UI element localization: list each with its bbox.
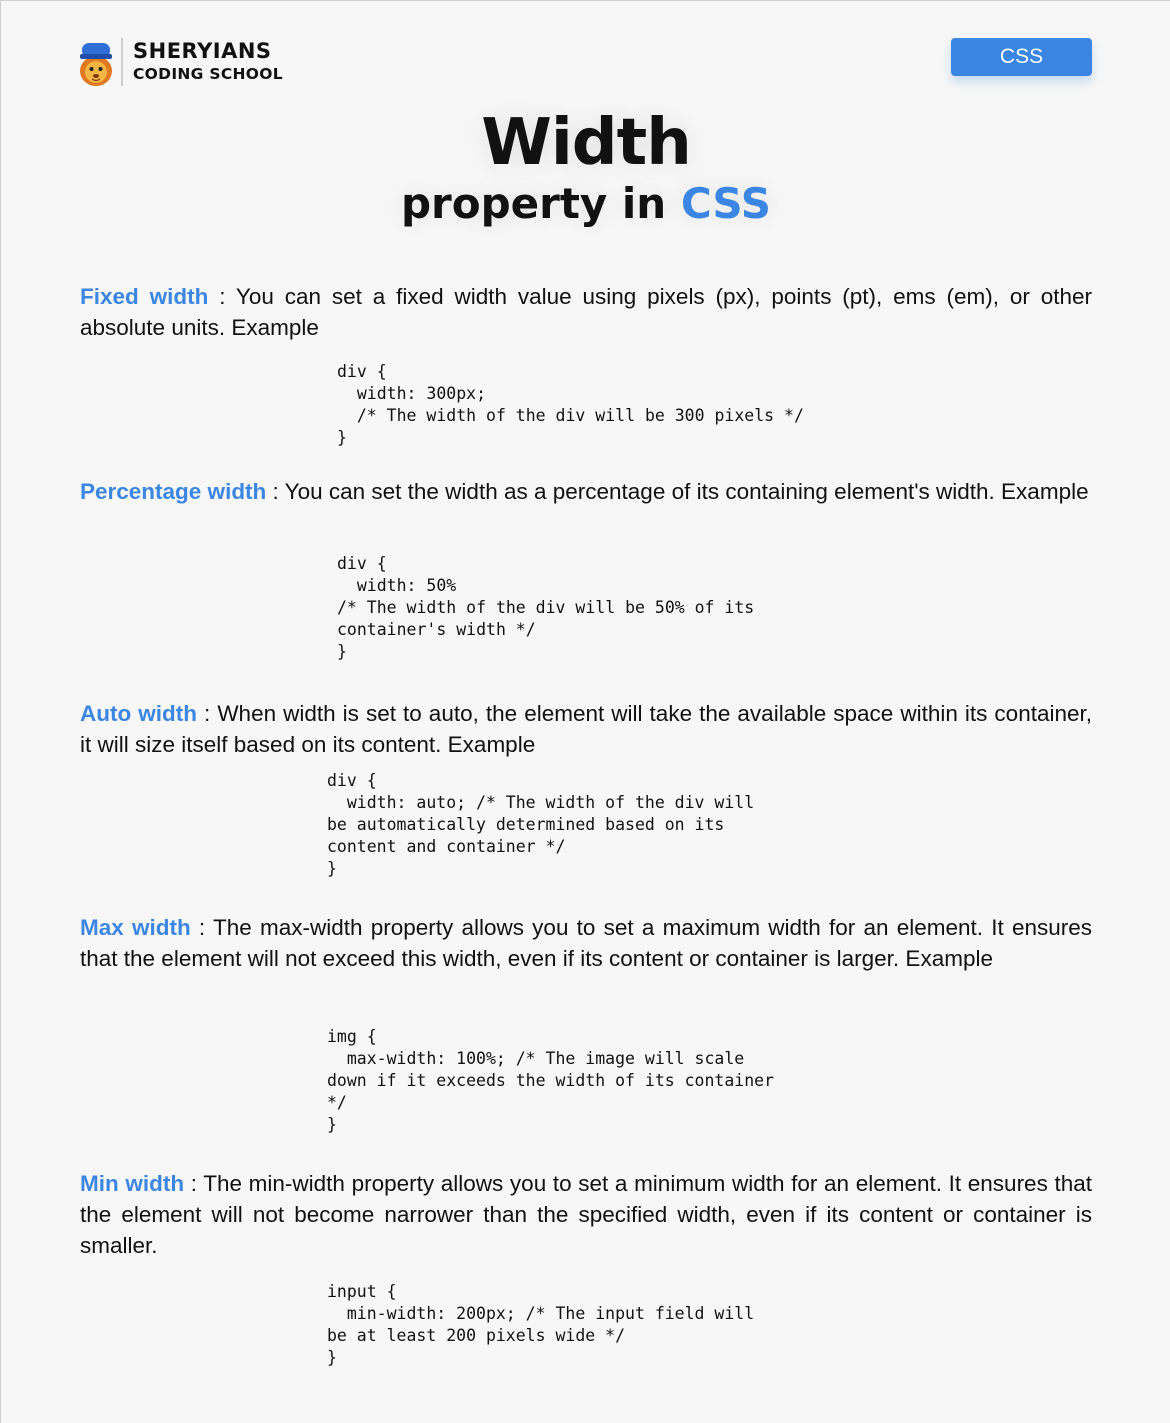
section-term: Fixed width — [80, 284, 209, 309]
code-block-fixed-width: div { width: 300px; /* The width of the div will be 300 pixels */ } — [337, 362, 804, 447]
section-term: Percentage width — [80, 479, 267, 504]
section-min-width — [80, 1168, 1092, 1261]
brand-name: SHERYIANS — [133, 39, 272, 64]
code-block-min-width: input { min-width: 200px; /* The input field will be at least 200 pixels wide */ } — [327, 1282, 755, 1367]
page-title — [1, 106, 1170, 228]
title-main: Width — [481, 106, 691, 180]
brand-text — [133, 41, 283, 83]
brand-logo — [79, 37, 283, 87]
section-max-width — [80, 912, 1092, 974]
section-text: : You can set the width as a percentage of its containing element's width. Example — [266, 479, 1089, 504]
topic-badge: CSS — [951, 38, 1092, 76]
section-percentage-width — [80, 476, 1092, 507]
section-fixed-width — [80, 281, 1092, 343]
section-text: : When width is set to auto, the element will take the available space within its container, it will size itself based on its content. Example — [80, 701, 1092, 757]
section-term: Min width — [80, 1171, 185, 1196]
section-term: Max width — [80, 915, 191, 940]
section-text: : You can set a fixed width value using pixels (px), points (pt), ems (em), or other absolute units. Example — [80, 284, 1093, 340]
code-block-max-width: img { max-width: 100%; /* The image will scale down if it exceeds the width of its container */ } — [327, 1027, 775, 1134]
code-block-auto-width: div { width: auto; /* The width of the div will be automatically determined based on its content and container */ } — [327, 771, 755, 878]
brand-subtitle: CODING SCHOOL — [133, 65, 283, 84]
section-text: : The max-width property allows you to set a maximum width for an element. It ensures that the element will not exceed this width, even if its content or container is larger. Example — [80, 915, 1092, 971]
title-sub — [1, 179, 1170, 228]
lion-mascot-icon — [79, 37, 113, 87]
section-term: Auto width — [80, 701, 197, 726]
code-block-percentage-width: div { width: 50% /* The width of the div will be 50% of its container's width */ } — [337, 554, 755, 661]
title-sub-accent: CSS — [680, 179, 772, 228]
section-auto-width — [80, 698, 1092, 760]
section-text: : The min-width property allows you to set a minimum width for an element. It ensures that the element will not become narrower than the specified width, even if its content or container is smaller. — [80, 1171, 1092, 1258]
logo-divider — [121, 38, 123, 86]
title-sub-prefix: property in — [400, 179, 681, 228]
